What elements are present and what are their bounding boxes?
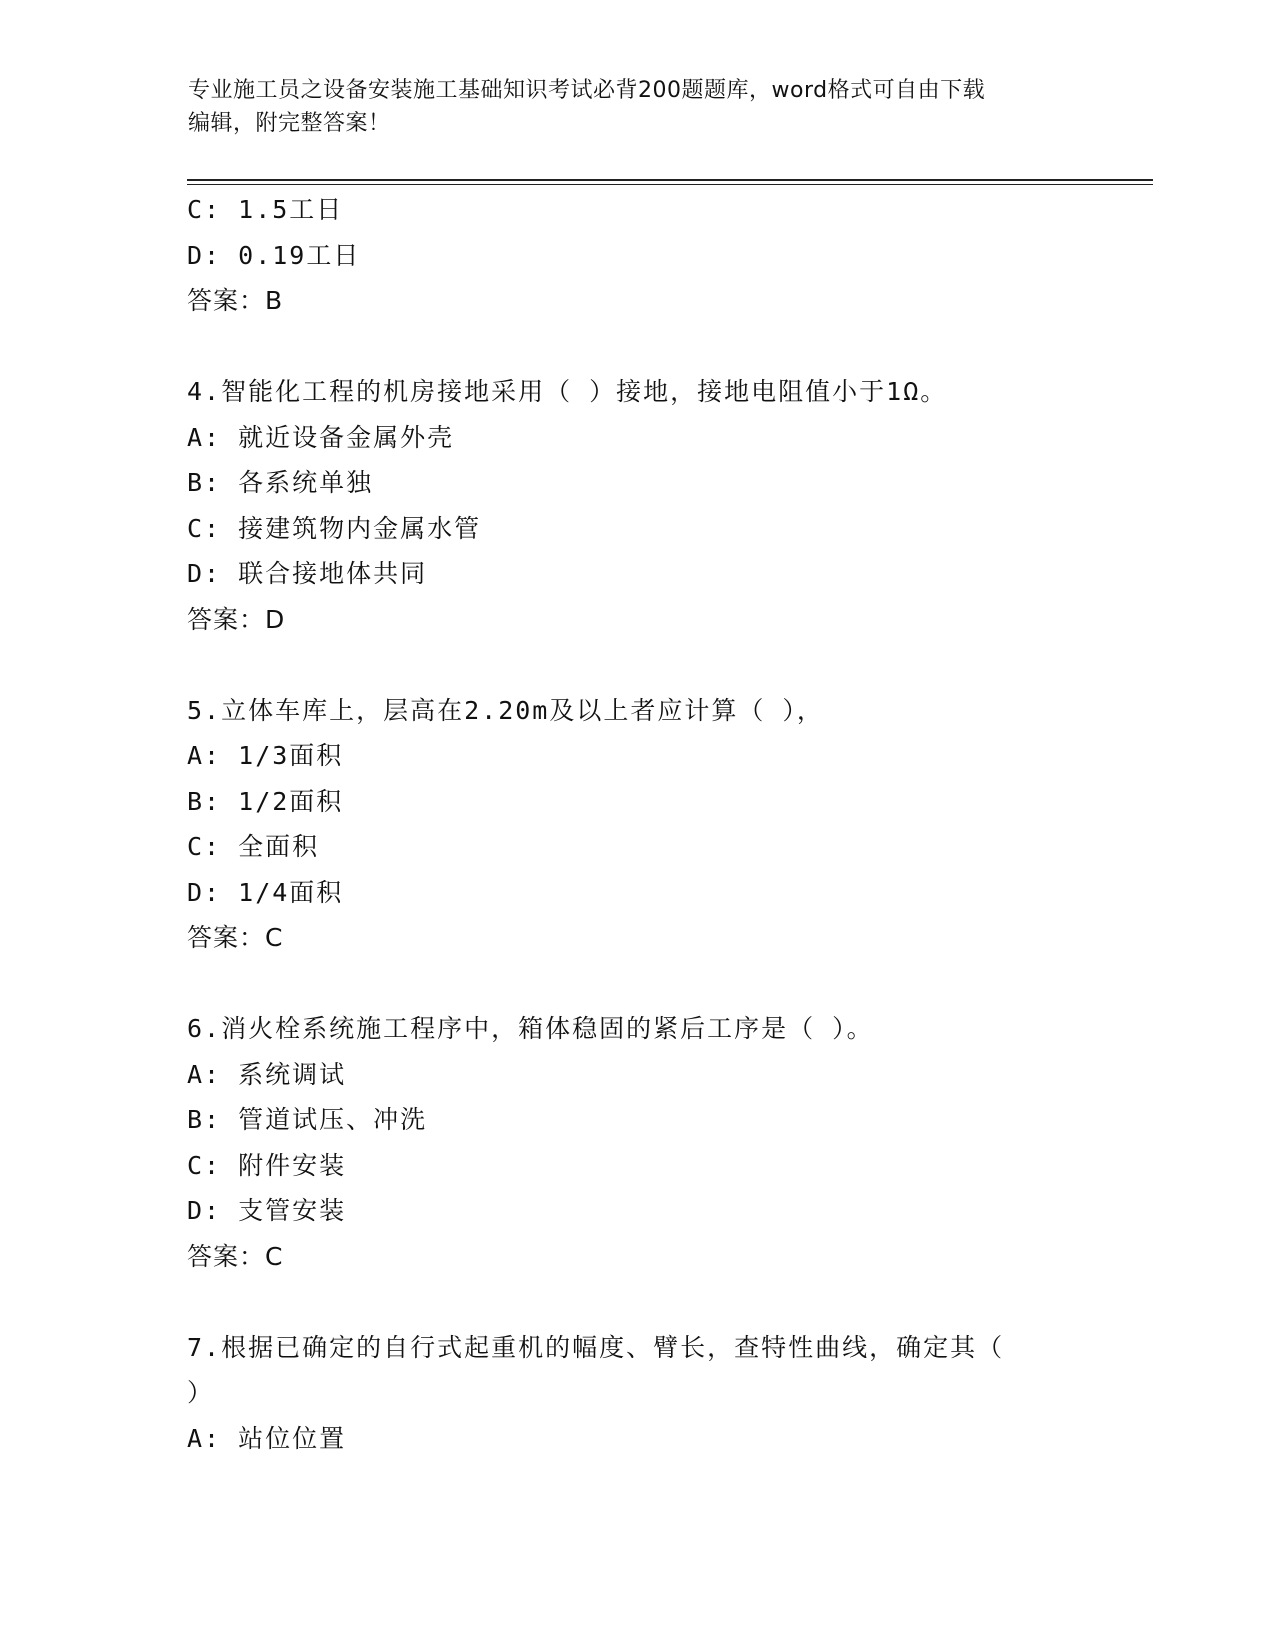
- option-b: B: 管道试压、冲洗: [187, 1105, 428, 1134]
- header-divider-thick: [187, 179, 1153, 181]
- question-3-tail: [187, 187, 1147, 324]
- option-b: B: 1/2面积: [187, 786, 344, 816]
- question-stem: 5.立体车库上，层高在2.20m及以上者应计算（ ），: [187, 695, 824, 725]
- option-d: D: 支管安装: [187, 1196, 347, 1225]
- question-6: [187, 1006, 1147, 1279]
- question-7: [187, 1325, 1147, 1462]
- question-stem-line-1: 7.根据已确定的自行式起重机的幅度、臂长，查特性曲线，确定其（: [187, 1332, 1005, 1362]
- header-title-line-2: 编辑，附完整答案！: [188, 111, 391, 136]
- option-a: A: 站位位置: [187, 1423, 347, 1453]
- question-4: [187, 369, 1147, 642]
- question-gap: [187, 642, 1147, 688]
- option-a: A: 系统调试: [187, 1059, 347, 1089]
- option-d: D: 联合接地体共同: [187, 559, 428, 588]
- option-c: C: 附件安装: [187, 1150, 347, 1180]
- question-gap: [187, 1279, 1147, 1325]
- answer-label: 答案：B: [187, 286, 284, 315]
- answer-label: 答案：C: [187, 1241, 284, 1271]
- question-list: [187, 187, 1147, 1461]
- option-a: A: 就近设备金属外壳: [187, 422, 455, 452]
- header-title-line-1: 专业施工员之设备安装施工基础知识考试必背200题题库，word格式可自由下载: [188, 78, 986, 103]
- option-a: A: 1/3面积: [187, 741, 344, 770]
- answer-label: 答案：C: [187, 923, 284, 952]
- question-stem: 4.智能化工程的机房接地采用（ ）接地，接地电阻值小于1Ω。: [187, 377, 948, 406]
- answer-label: 答案：D: [187, 604, 286, 634]
- option-d: D: 1/4面积: [187, 877, 344, 907]
- question-stem: 6.消火栓系统施工程序中，箱体稳固的紧后工序是（ ）。: [187, 1014, 874, 1043]
- question-gap: [187, 324, 1147, 370]
- document-header: [188, 74, 1088, 140]
- option-b: B: 各系统单独: [187, 468, 374, 497]
- question-stem-line-2: ）: [187, 1378, 215, 1407]
- option-c: C: 接建筑物内金属水管: [187, 513, 482, 543]
- header-divider-thin: [187, 184, 1153, 185]
- option-c: C: 全面积: [187, 832, 320, 861]
- question-5: [187, 688, 1147, 961]
- question-gap: [187, 961, 1147, 1007]
- option-c: C: 1.5工日: [187, 195, 344, 224]
- option-d: D: 0.19工日: [187, 240, 361, 270]
